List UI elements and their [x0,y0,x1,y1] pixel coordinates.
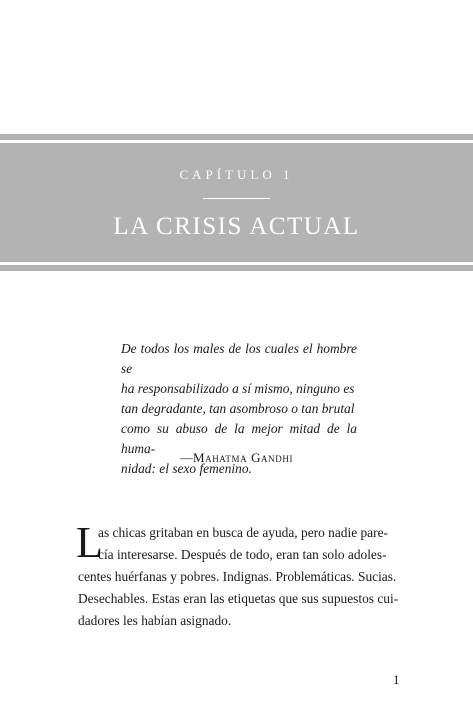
epigraph-line: nidad: el sexo femenino. [121,461,252,476]
body-line: Desechables. Estas eran las etiquetas que sus supuestos cui- [78,591,399,606]
chapter-banner [0,134,473,271]
epigraph-attribution [0,450,473,466]
page-number: 1 [393,672,400,687]
chapter-divider [203,198,270,199]
chapter-label: CAPÍTULO 1 [179,167,294,182]
body-line: centes huérfanas y pobres. Indignas. Problemáticas. Sucias. [78,569,397,584]
banner-bottom-stripe [0,265,473,271]
epigraph-line: tan degradante, tan asombroso o tan brutal [121,401,355,416]
epigraph-line: ha responsabilizado a sí mismo, ninguno es [121,381,355,396]
drop-cap: L [76,518,103,567]
body-line: as chicas gritaban en busca de ayuda, pero nadie pare- [98,525,388,540]
attribution-author: Mahatma Gandhi [192,450,294,465]
body-line: cía interesarse. Después de todo, eran tan solo adoles- [98,547,387,562]
attribution-dash: — [179,450,193,465]
chapter-title: LA CRISIS ACTUAL [113,213,360,240]
body-line: dadores les habían asignado. [78,613,232,628]
epigraph-line: De todos los males de los cuales el hombre se [121,341,357,376]
banner-main-band [0,143,473,262]
epigraph-line: como su abuso de la mejor mitad de la huma- [121,421,357,456]
banner-top-stripe [0,134,473,140]
body-paragraph [76,518,400,632]
